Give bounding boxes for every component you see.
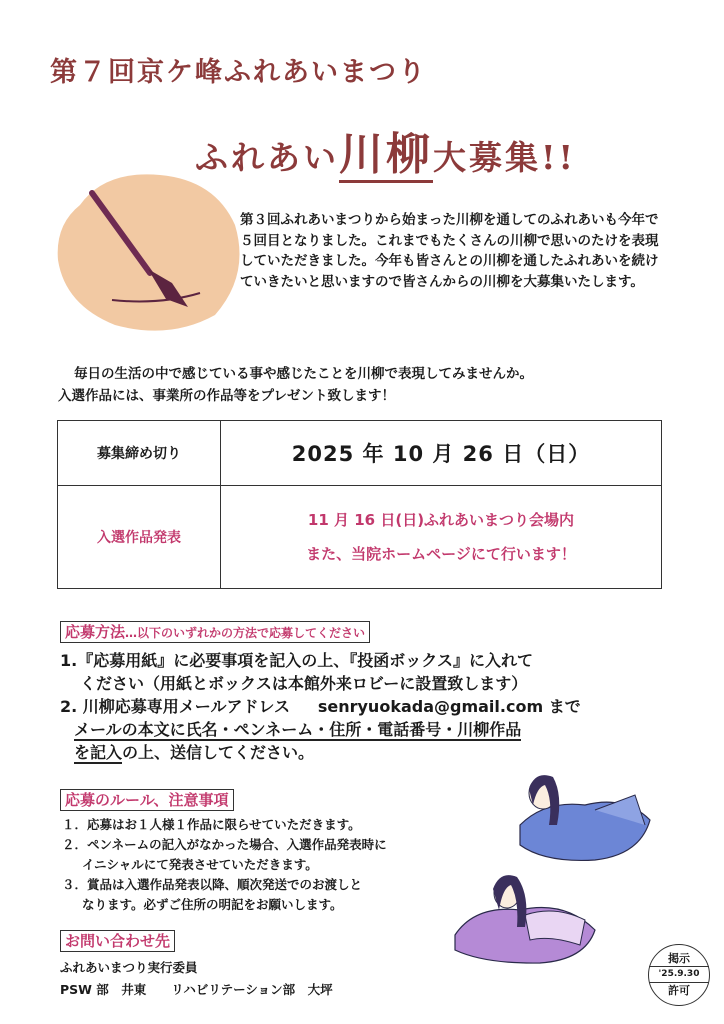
deadline-row — [58, 421, 662, 486]
deadline-label: 募集締め切り — [58, 421, 221, 486]
contact-heading: お問い合わせ先 — [60, 930, 175, 952]
intro-text: 第３回ふれあいまつりから始まった川柳を通してのふれあいも今年で５回目となりました。これまでもたくさんの川柳で思いのたけを表現していただきました。今年も皆さんとの川柳を通したふれあいを続けていきたいと思いますので皆さんからの川柳を大募集いたします。 — [240, 212, 659, 290]
event-title: 第７回京ケ峰ふれあいまつり — [50, 57, 427, 88]
invite-line1: 毎日の生活の中で感じている事や感じたことを川柳で表現してみませんか。 — [74, 366, 533, 382]
method-heading-main: 応募方法 — [65, 623, 126, 641]
contact-staff: PSW 部 井東 リハビリテーション部 大坪 — [60, 982, 333, 997]
rule-2a: ２．ペンネームの記入がなかった場合、入選作品発表時に — [62, 837, 387, 852]
method-item2-b: メールの本文に氏名・ペンネーム・住所・電話番号・川柳作品 — [74, 720, 522, 739]
invite-line2: 入選作品には、事業所の作品等をプレゼント致します！ — [58, 388, 395, 404]
result-row — [58, 486, 662, 589]
stamp-bottom: 許可 — [668, 984, 690, 997]
method-section — [60, 620, 670, 764]
headline-post: 大募集!! — [433, 138, 576, 177]
stamp-top: 掲示 — [668, 952, 690, 965]
result-label: 入選作品発表 — [58, 486, 221, 589]
headline-big: 川柳 — [339, 129, 433, 183]
method-item2-b-wrap — [60, 718, 670, 741]
rule-3b: なります。必ずご住所の明記をお願いします。 — [82, 897, 343, 912]
rule-1: １．応募はお１人様１作品に限らせていただきます。 — [62, 817, 361, 832]
method-item2-label: 2. 川柳応募専用メールアドレス — [60, 697, 290, 716]
method-item2-c: の上、送信してください。 — [122, 743, 315, 762]
email-address[interactable]: senryuokada@gmail.com — [317, 697, 544, 716]
calligraphy-brush-icon — [50, 165, 250, 340]
method-item1-a: 1.『応募用紙』に必要事項を記入の上、『投函ボックス』に入れて — [60, 651, 534, 670]
stamp-date: '25.9.30 — [649, 966, 709, 983]
method-item2-c-underlined: を記入 — [74, 743, 123, 762]
method-item2-made: まで — [548, 697, 581, 716]
method-heading-sub: …以下のいずれかの方法で応募してください — [125, 626, 366, 640]
result-value — [221, 486, 662, 589]
invite-text — [58, 363, 698, 407]
method-item2-a — [60, 695, 670, 718]
info-table — [57, 420, 662, 589]
heian-lady-blue-icon — [505, 765, 655, 865]
method-item1-b: ください（用紙とボックスは本館外来ロビーに設置致します） — [80, 674, 528, 693]
rules-section — [60, 790, 480, 915]
method-item2-c-wrap — [60, 741, 670, 764]
heian-lady-purple-icon — [445, 865, 605, 965]
rule-2b: イニシャルにて発表させていただきます。 — [82, 857, 318, 872]
contact-org: ふれあいまつり実行委員 — [60, 960, 198, 975]
method-heading — [60, 621, 370, 643]
headline-pre: ふれあい — [195, 138, 339, 177]
result-line1: 11 月 16 日(日)ふれあいまつり会場内 — [307, 511, 575, 529]
rule-3a: ３．賞品は入選作品発表以降、順次発送でのお渡しと — [62, 877, 363, 892]
rules-heading: 応募のルール、注意事項 — [60, 789, 234, 811]
headline — [195, 118, 576, 182]
deadline-value: 2025 年 10 月 26 日（日） — [221, 421, 662, 486]
result-line2: また、当院ホームページにて行います！ — [306, 545, 576, 563]
contact-section — [60, 930, 333, 1001]
approval-stamp — [648, 944, 710, 1006]
